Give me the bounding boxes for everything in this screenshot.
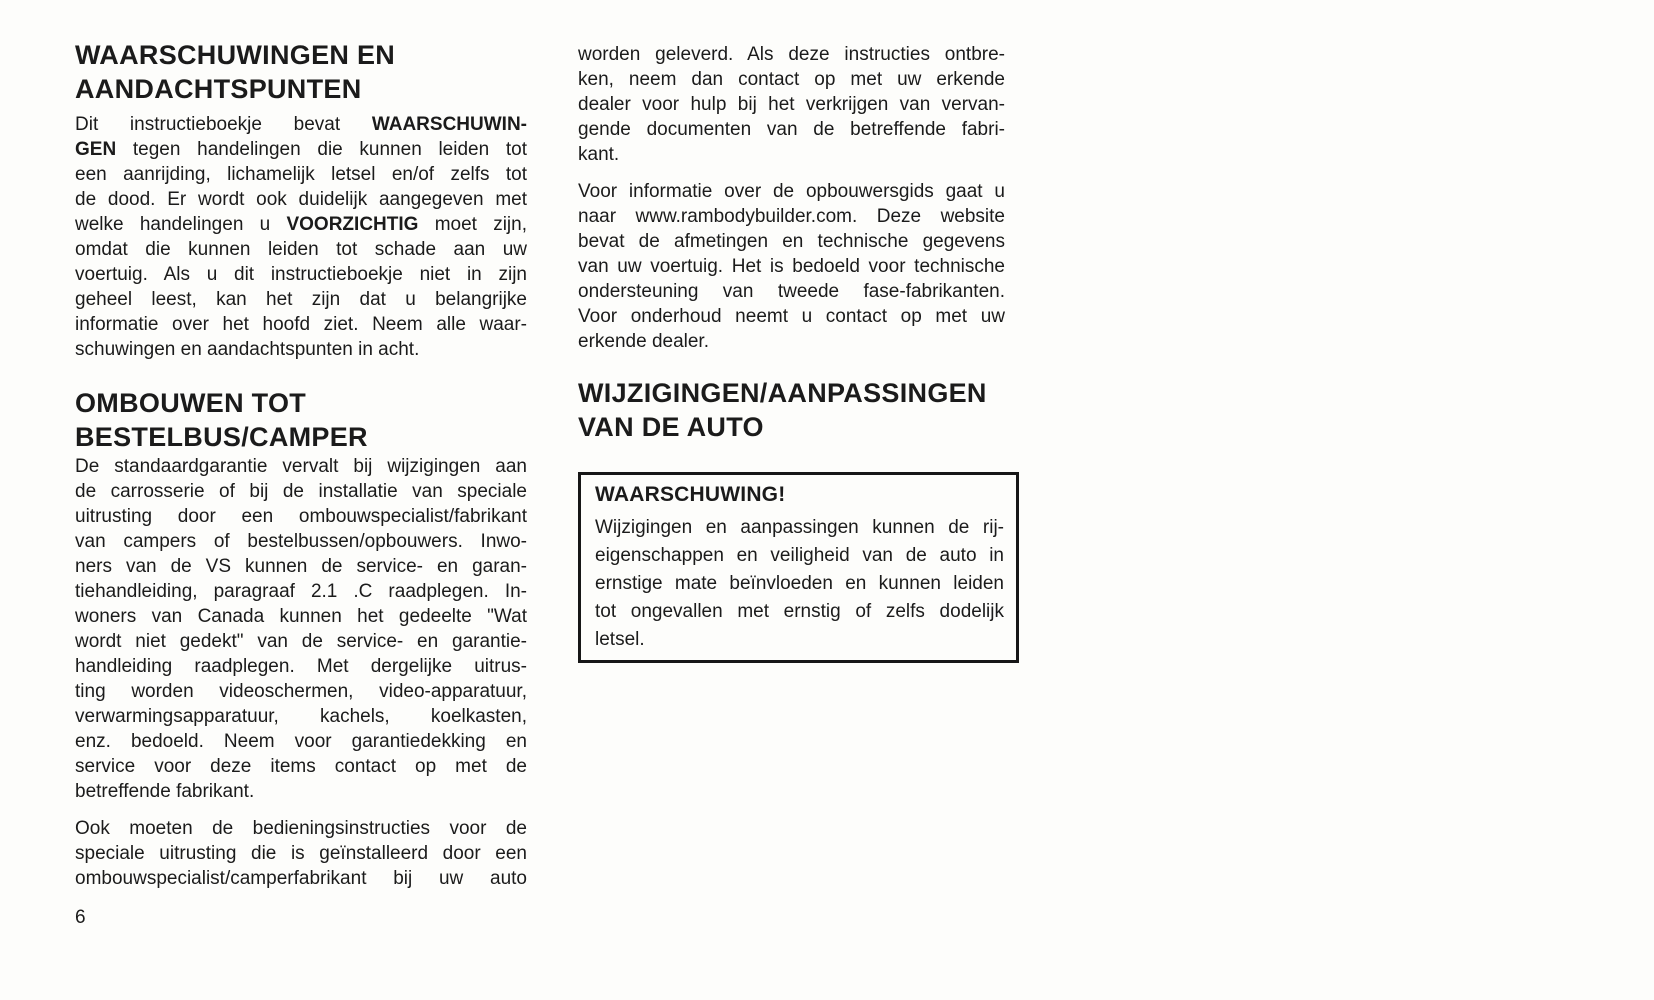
page-number: 6	[75, 907, 86, 928]
section-heading-conversion: OMBOUWEN TOT BESTELBUS/CAMPER	[75, 388, 368, 452]
body-paragraph: Voor informatie over de opbouwersgids gaat u naar www.rambodybuilder.com. Deze website bevat de afmetingen en technische gegevens van uw voertuig. Het is bedoeld voor technische ondersteuning van tweede fase-fabrikanten. Voor onderhoud neemt u contact op met uw erkende dealer.	[578, 181, 1005, 352]
section-heading-modifications: WIJZIGINGEN/AANPASSINGEN VAN DE AUTO	[578, 378, 987, 442]
section-heading-warnings: WAARSCHUWINGEN EN AANDACHTSPUNTEN	[75, 40, 396, 104]
body-paragraph: Ook moeten de bedieningsinstructies voor de speciale uitrusting die is geïnstalleerd door een ombouwspecialist/camperfabrikant bij uw auto	[75, 818, 527, 889]
warning-box	[578, 472, 1019, 663]
warning-box-text: Wijzigingen en aanpassingen kunnen de rij- eigenschappen en veiligheid van de auto in ernstige mate beïnvloeden en kunnen leiden tot ongevallen met ernstig of zelfs dodelijk letsel.	[595, 517, 1004, 650]
body-paragraph: Dit instructieboekje bevat WAARSCHUWIN- GEN tegen handelingen die kunnen leiden tot een aanrijding, lichamelijk letsel en/of zelfs tot de dood. Er wordt ook duidelijk aangegeven met welke handelingen u VOORZICHTIG moet zijn, omdat die kunnen leiden tot schade aan uw voertuig. Als u dit instructieboekje niet in zijn geheel leest, kan het zijn dat u belangrijke informatie over het hoofd ziet. Neem alle waar- schuwingen en aandachtspunten in acht.	[75, 114, 527, 360]
body-paragraph: worden geleverd. Als deze instructies ontbre- ken, neem dan contact op met uw erkende dealer voor hulp bij het verkrijgen van vervan- gende documenten van de betreffende fabri- kant.	[578, 44, 1005, 165]
right-column	[578, 0, 1005, 663]
left-column	[75, 0, 527, 929]
body-paragraph: De standaardgarantie vervalt bij wijzigingen aan de carrosserie of bij de installatie van speciale uitrusting door een ombouwspecialist/fabrikant van campers of bestelbussen/opbouwers. Inwo- ners van de VS kunnen de service- en garan- tiehandleiding, paragraaf 2.1 .C raadplegen. In- woners van Canada kunnen het gedeelte "Wat wordt niet gedekt" van de service- en garantie- handleiding raadplegen. Met dergelijke uitrus- ting worden videoschermen, video-apparatuur, verwarmingsapparatuur, kachels, koelkasten, enz. bedoeld. Neem voor garantiedekking en service voor deze items contact op met de betreffende fabrikant.	[75, 456, 527, 802]
warning-box-title: WAARSCHUWING!	[595, 483, 786, 506]
